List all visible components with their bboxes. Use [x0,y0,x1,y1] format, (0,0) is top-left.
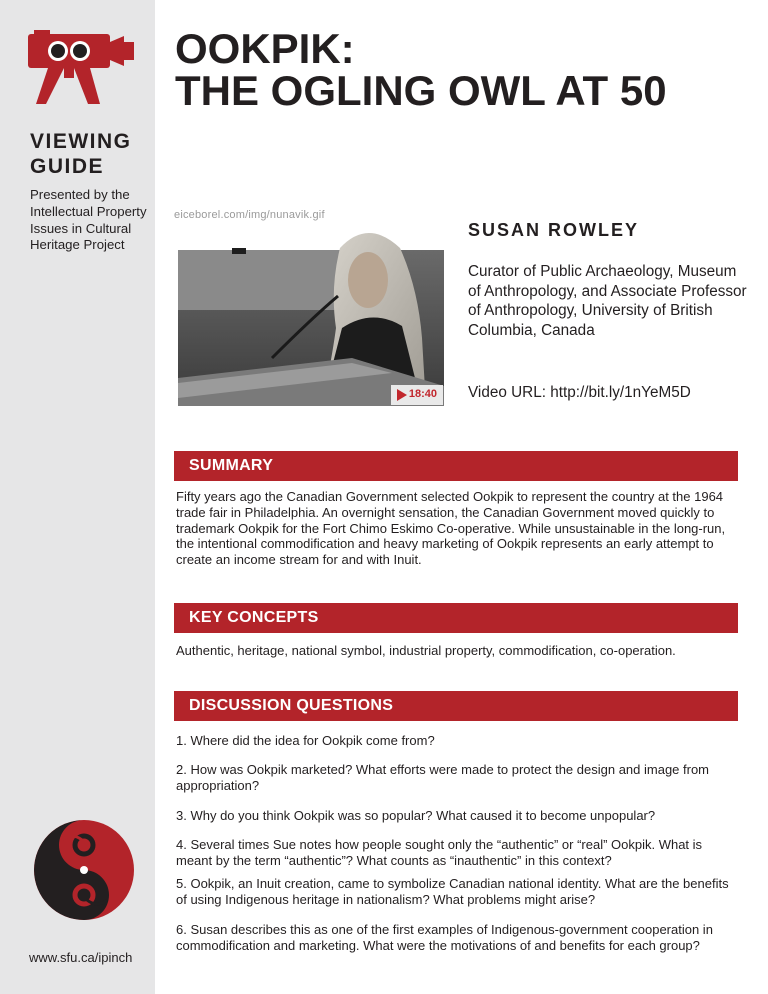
guide-line-2: GUIDE [30,155,105,178]
ipinch-circle-logo [32,818,136,950]
question-1: 1. Where did the idea for Ookpik come from? [176,733,435,748]
question-2: 2. How was Ookpik marketed? What efforts were made to protect the design and image from appropriation? [176,762,710,793]
summary-heading-bar [174,451,738,481]
key-concepts-heading-bar [174,603,738,633]
video-url-text[interactable]: Video URL: http://bit.ly/1nYeM5D [468,384,691,401]
viewing-guide-title [30,129,132,179]
website-link[interactable]: www.sfu.ca/ipinch [29,950,133,965]
duration-label: 18:40 [408,388,437,400]
film-camera-icon [28,30,136,104]
presented-by-text: Presented by the Intellectual Property Issues in Cultural Heritage Project [30,187,147,253]
video-overlay-url: eiceborel.com/img/nunavik.gif [174,209,325,221]
question-5: 5. Ookpik, an Inuit creation, came to symbolize Canadian national identity. What are the benefits of using Indigenous heritage in nationalism? What problems might arise? [176,876,729,907]
summary-text: Fifty years ago the Canadian Government selected Ookpik to represent the country at the 1964 trade fair in Philadelphia. An overnight sensation, the Canadian Government moved quickly to trademark Ookpik for the Fort Chimo Eskimo Co-operative. While unsustainable in the long-run, the intentional commodification and heavy marketing of Ookpik represents an early attempt to create an income stream for and with Inuit. [176,489,726,568]
guide-line-1: VIEWING [30,130,132,153]
sidebar [0,0,155,994]
page-title [175,25,667,114]
summary-heading: SUMMARY [189,457,274,474]
discussion-heading-bar [174,691,738,721]
play-icon[interactable] [397,389,407,401]
question-4: 4. Several times Sue notes how people sought only the “authentic” or “real” Ookpik. What is meant by the term “authentic”? What counts as “inauthentic” in this context? [176,837,703,868]
presenter-name: SUSAN ROWLEY [468,220,640,240]
title-line-1: OOKPIK: [175,25,355,72]
video-thumbnail[interactable] [172,208,444,406]
key-concepts-text: Authentic, heritage, national symbol, industrial property, commodification, co-operation. [176,643,676,658]
video-still-image [172,208,444,406]
key-concepts-heading: KEY CONCEPTS [189,609,319,626]
discussion-heading: DISCUSSION QUESTIONS [189,697,394,714]
question-3: 3. Why do you think Ookpik was so popular? What caused it to become unpopular? [176,808,656,823]
presenter-role: Curator of Public Archaeology, Museum of Anthropology, and Associate Professor of Anthropology, University of British Columbia, Canada [468,263,747,339]
video-duration-badge[interactable] [391,385,443,405]
title-line-2: THE OGLING OWL AT 50 [175,67,667,114]
question-6: 6. Susan describes this as one of the first examples of Indigenous-government cooperation in commodification and marketing. What were the motivations of and benefits for each group? [176,922,713,953]
